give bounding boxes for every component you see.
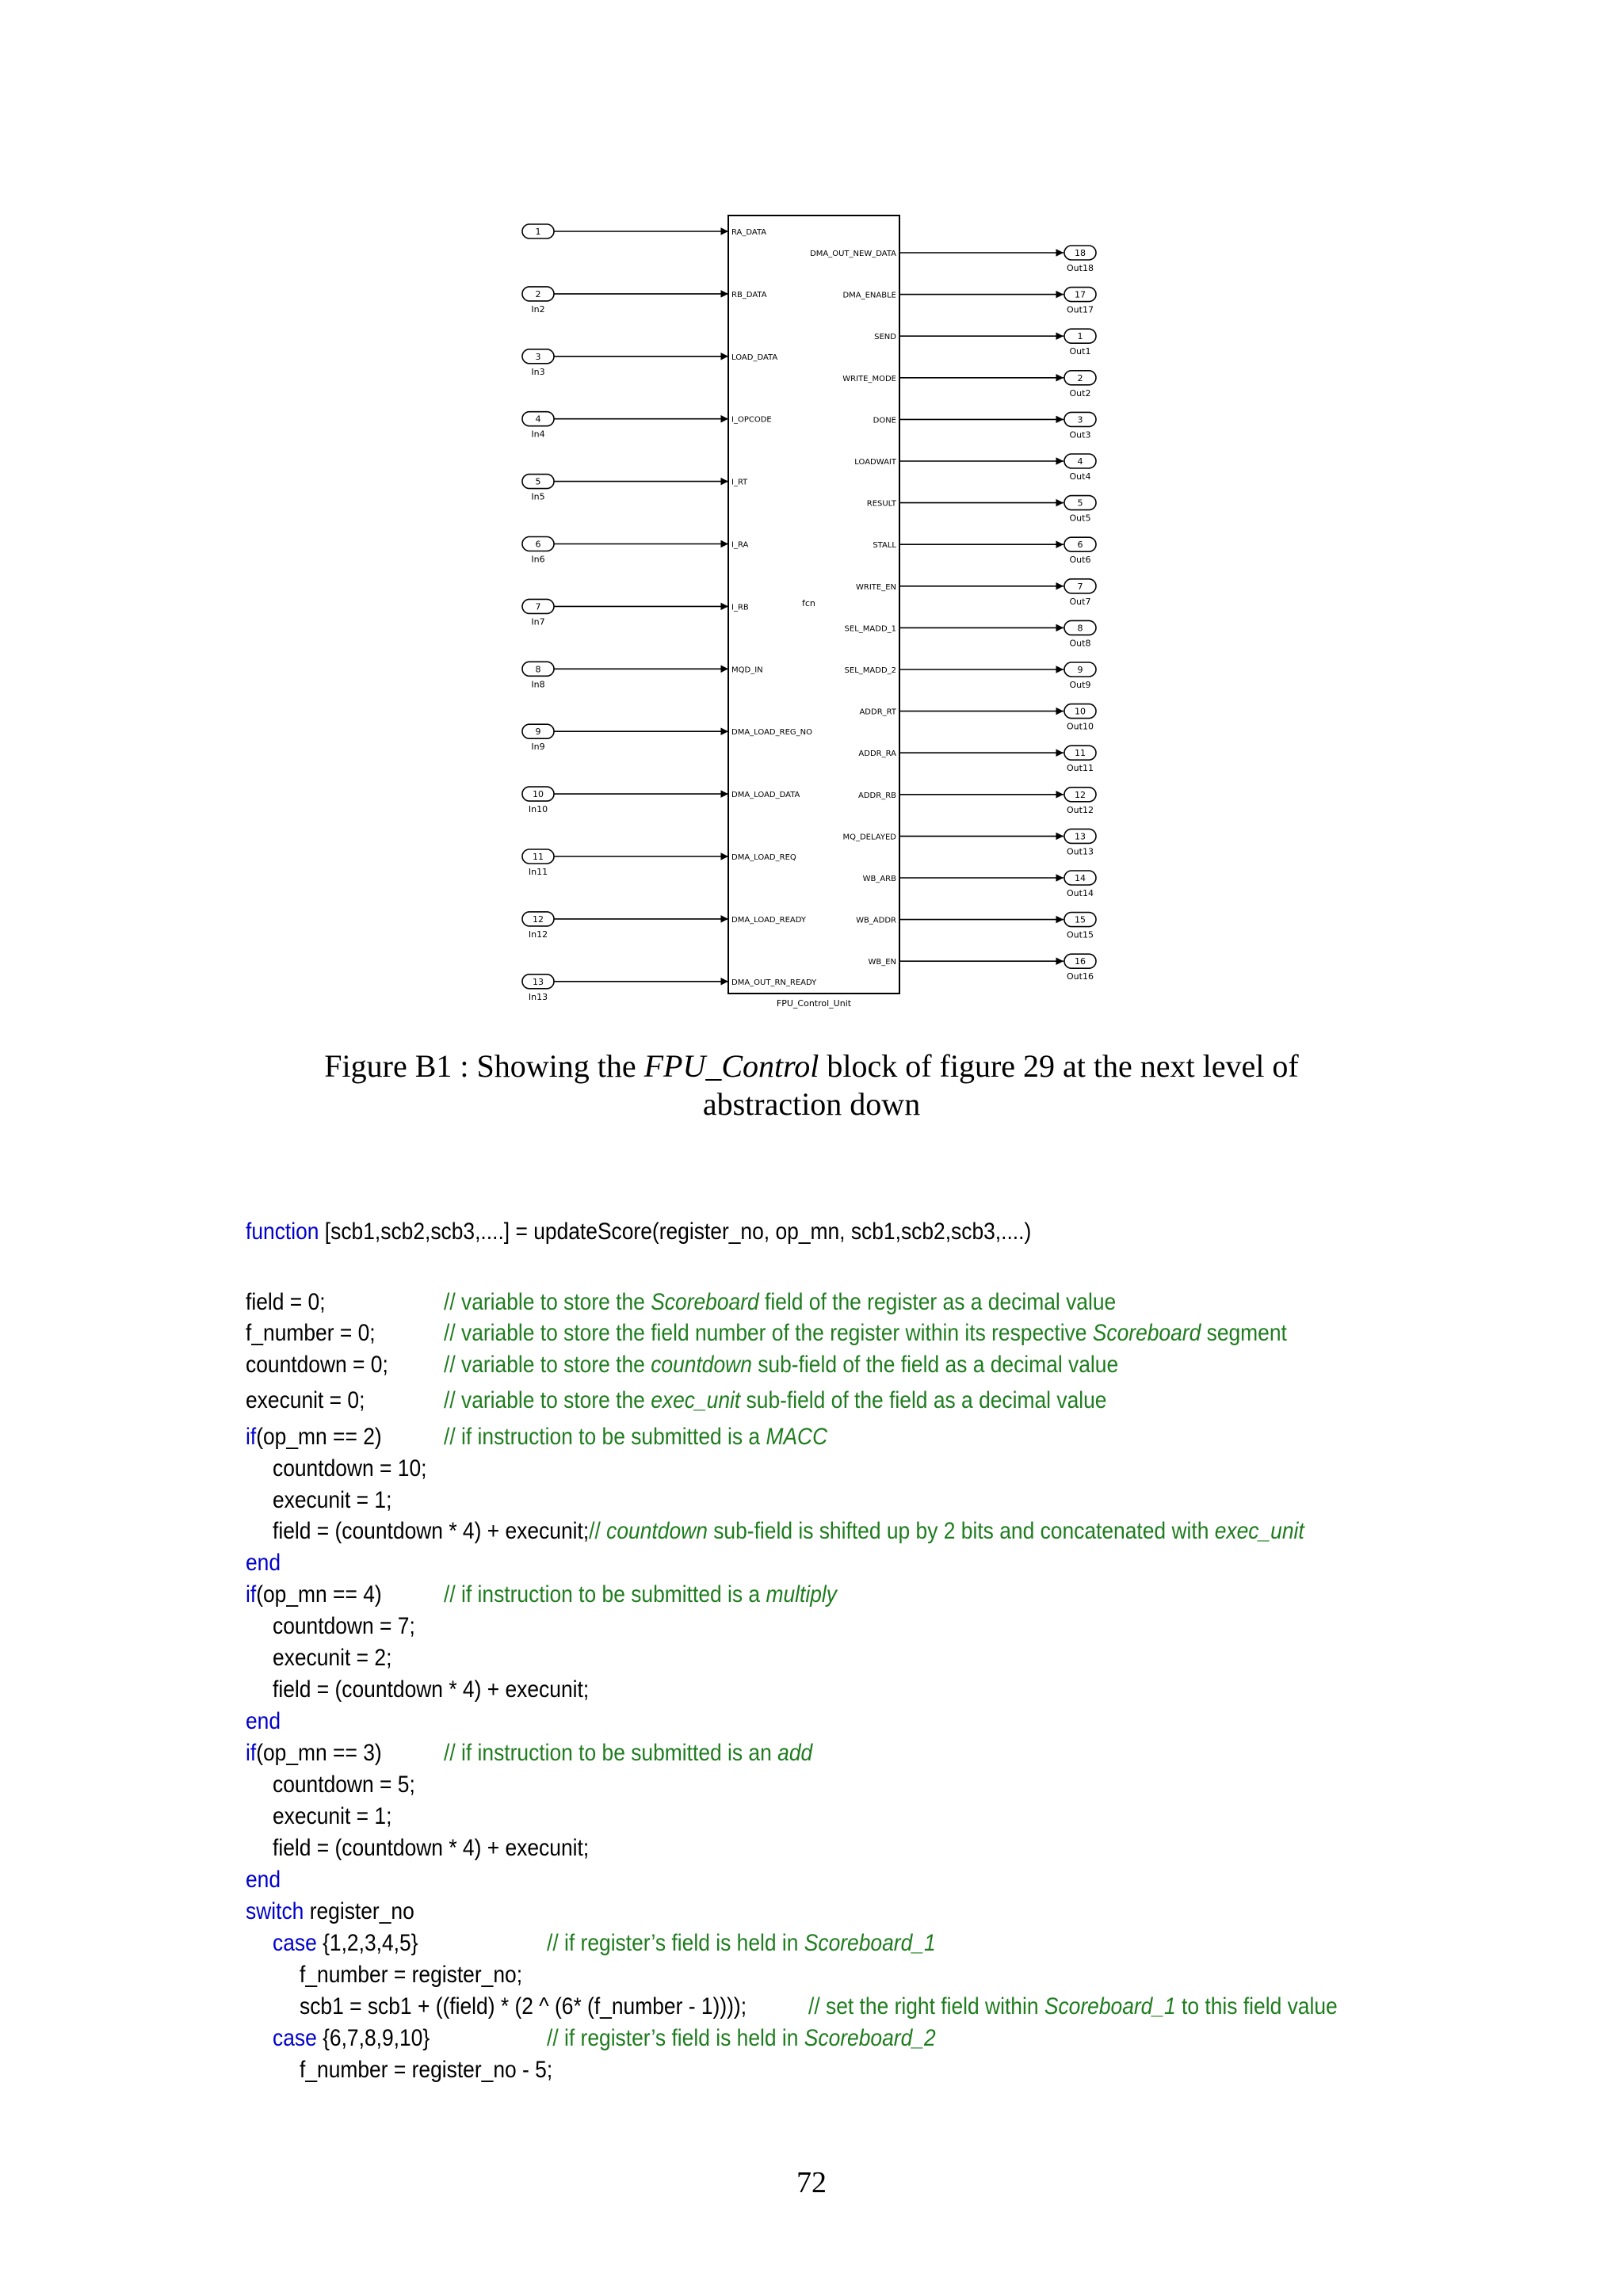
outport-port-label: STALL (873, 541, 896, 551)
code-line (246, 1581, 382, 1608)
outport-port-label: WRITE_MODE (842, 374, 896, 383)
outport-port-label: DMA_ENABLE (842, 291, 896, 300)
inport-port-label: DMA_OUT_RN_READY (731, 978, 817, 987)
inport-number: 7 (535, 601, 541, 612)
code-comment (444, 1740, 812, 1767)
outport-port-label: ADDR_RB (858, 791, 896, 800)
inport-port-label: I_RT (731, 478, 748, 487)
code-text: countdown = 10; (272, 1455, 427, 1482)
outport-3[interactable] (873, 412, 1096, 440)
code-comment-text: // if register’s field is held in (546, 2025, 804, 2051)
outport-name: Out7 (1069, 596, 1091, 607)
code-comment-text: Scoreboard (651, 1289, 759, 1315)
outport-port-label: DONE (873, 416, 896, 425)
code-line (273, 1518, 1304, 1545)
outport-port-label: WB_ADDR (856, 916, 896, 925)
outport-port-label: ADDR_RT (859, 707, 896, 717)
outport-name: Out12 (1067, 804, 1094, 815)
code-line (273, 1487, 391, 1514)
caption-line-1 (0, 1047, 1623, 1085)
code-comment-text: exec_unit (651, 1387, 741, 1413)
code-text: register_no (304, 1898, 414, 1924)
outport-port-label: WRITE_EN (855, 582, 896, 592)
caption-italic: FPU_Control (643, 1048, 819, 1084)
outport-number: 4 (1077, 456, 1083, 467)
code-text: field = (countdown * 4) + execunit; (272, 1835, 590, 1861)
outport-port-label: SEL_MADD_2 (844, 666, 896, 675)
code-line (273, 1676, 589, 1703)
outport-number: 8 (1077, 623, 1083, 634)
code-comment (444, 1581, 837, 1608)
outport-name: Out6 (1069, 555, 1091, 566)
inport-port-label: DMA_LOAD_REQ (731, 853, 796, 862)
code-keyword: if (246, 1424, 257, 1450)
outport-port-label: SEND (874, 333, 896, 342)
outport-number: 14 (1075, 873, 1086, 883)
code-comment (444, 1424, 827, 1451)
outport-port-label: SEL_MADD_1 (844, 624, 896, 634)
code-text: f_number = 0; (246, 1320, 376, 1346)
code-line (273, 1455, 426, 1482)
code-comment-text: sub-field of the field as a decimal value (740, 1387, 1107, 1413)
code-line (273, 1772, 415, 1798)
code-line (246, 1740, 382, 1767)
code-comment-text: // variable to store the (443, 1387, 651, 1413)
caption-line-2: abstraction down (702, 1086, 921, 1122)
inport-number: 12 (533, 913, 544, 925)
code-keyword: end (246, 1708, 281, 1734)
inport-name: In6 (531, 554, 545, 565)
code-comment (808, 1993, 1338, 2020)
outport-name: Out4 (1069, 471, 1091, 482)
code-line (246, 1320, 376, 1347)
code-keyword: if (246, 1581, 257, 1608)
code-text: execunit = 2; (272, 1645, 392, 1671)
outport-1[interactable] (874, 329, 1096, 357)
code-line (300, 1962, 522, 1989)
code-comment-text: multiply (766, 1581, 837, 1608)
code-keyword: if (246, 1740, 257, 1766)
code-text: countdown = 0; (246, 1352, 388, 1378)
outport-6[interactable] (873, 537, 1096, 565)
code-text: field = (countdown * 4) + execunit; (272, 1676, 590, 1703)
outport-port-label: LOADWAIT (854, 458, 896, 467)
code-text: f_number = register_no; (299, 1962, 523, 1988)
inport-number: 3 (535, 351, 541, 362)
outport-port-label: RESULT (866, 499, 896, 509)
outport-number: 3 (1077, 414, 1083, 425)
code-text: execunit = 0; (246, 1387, 365, 1413)
inport-name: In5 (531, 491, 545, 502)
code-keyword: function (246, 1219, 319, 1245)
inport-name: In3 (531, 366, 545, 377)
inport-port-label: I_OPCODE (731, 415, 772, 425)
outport-port-label: WB_ARB (862, 875, 896, 883)
outport-number: 12 (1075, 789, 1086, 800)
code-comment (547, 2025, 936, 2052)
inport-number: 4 (535, 414, 541, 425)
inport-port-label: I_RB (731, 603, 749, 612)
inport-name: In10 (528, 804, 548, 815)
code-line (246, 1352, 388, 1379)
outport-name: Out10 (1067, 721, 1094, 732)
code-comment (444, 1289, 1116, 1316)
outport-number: 9 (1077, 665, 1083, 675)
outport-name: Out9 (1069, 680, 1091, 690)
code-comment-text: // (589, 1518, 607, 1544)
code-line (300, 1993, 747, 2020)
inport-6[interactable] (522, 537, 748, 565)
outport-number: 11 (1075, 748, 1086, 759)
code-line (273, 1930, 418, 1957)
outport-name: Out2 (1069, 387, 1091, 399)
inport-port-label: DMA_LOAD_READY (731, 915, 806, 925)
code-comment-text: // variable to store the (443, 1289, 651, 1315)
outport-name: Out15 (1067, 929, 1094, 940)
block-name-label: FPU_Control_Unit (776, 998, 852, 1009)
inport-name: In4 (531, 429, 545, 440)
outport-name: Out5 (1069, 513, 1091, 524)
simulink-diagram (0, 0, 1623, 1030)
code-line (246, 1289, 326, 1316)
outport-port-label: DMA_OUT_NEW_DATA (810, 250, 896, 258)
code-line (273, 1645, 391, 1672)
inport-number: 6 (535, 539, 541, 550)
code-comment-text: countdown (606, 1518, 708, 1544)
code-comment-text: Scoreboard_2 (804, 2025, 936, 2051)
inport-5[interactable] (522, 475, 748, 502)
code-line (300, 2057, 552, 2084)
outport-number: 7 (1077, 581, 1083, 592)
outport-name: Out13 (1067, 846, 1094, 857)
code-comment-text: // variable to store the field number of the register within its respective (443, 1320, 1093, 1346)
inport-name: In2 (531, 303, 545, 315)
code-comment-text: // if instruction to be submitted is a (443, 1581, 766, 1608)
inport-name: In8 (531, 679, 545, 690)
code-comment-text: // set the right field within (808, 1993, 1044, 2019)
code-comment-text: Scoreboard_1 (804, 1930, 936, 1956)
outport-number: 6 (1077, 540, 1083, 551)
inport-port-label: DMA_LOAD_REG_NO (731, 728, 812, 738)
figure-caption (0, 1047, 1623, 1123)
code-comment-text: countdown (651, 1352, 752, 1378)
code-comment (444, 1352, 1118, 1379)
outport-number: 13 (1075, 831, 1086, 842)
code-text: (op_mn == 4) (256, 1581, 382, 1608)
outport-name: Out1 (1069, 346, 1091, 357)
outport-name: Out8 (1069, 638, 1091, 649)
code-comment-text: MACC (766, 1424, 828, 1450)
outport-name: Out17 (1067, 304, 1094, 315)
code-line (246, 1424, 382, 1451)
code-line (273, 2025, 430, 2052)
inport-name: In7 (531, 616, 545, 627)
inport-8[interactable] (522, 662, 763, 689)
code-comment-text: sub-field is shifted up by 2 bits and concatenated with (707, 1518, 1215, 1544)
fcn-label: fcn (802, 598, 815, 608)
inport-number: 2 (535, 288, 541, 299)
code-comment (547, 1930, 936, 1957)
outport-port-label: ADDR_RA (858, 749, 896, 759)
code-line (273, 1803, 391, 1830)
code-keyword: end (246, 1550, 281, 1576)
inport-number: 13 (533, 976, 544, 987)
inport-port-label: RB_DATA (731, 290, 767, 299)
code-comment-text: // variable to store the (443, 1352, 651, 1378)
inport-number: 10 (533, 789, 544, 800)
code-comment-text: add (777, 1740, 813, 1766)
code-keyword: switch (246, 1898, 304, 1924)
code-keyword: end (246, 1867, 281, 1893)
code-text: countdown = 5; (272, 1772, 415, 1798)
code-text: execunit = 1; (272, 1487, 392, 1513)
inport-number: 9 (535, 727, 541, 738)
outport-number: 5 (1077, 498, 1083, 509)
code-text: field = 0; (246, 1289, 326, 1315)
outport-5[interactable] (867, 496, 1096, 524)
code-keyword: case (272, 1930, 317, 1956)
outport-number: 10 (1075, 706, 1086, 717)
code-text: countdown = 7; (272, 1613, 415, 1639)
code-comment-text: to this field value (1175, 1993, 1338, 2019)
inport-port-label: MQD_IN (731, 666, 763, 675)
code-line (246, 1898, 414, 1925)
code-line (246, 1708, 281, 1735)
outport-number: 2 (1077, 372, 1083, 383)
outport-number: 16 (1075, 956, 1086, 967)
inport-port-label: RA_DATA (731, 228, 767, 237)
caption-suffix: block of figure 29 at the next level of (819, 1048, 1299, 1084)
code-line (246, 1219, 1031, 1245)
page-number: 72 (796, 2166, 827, 2199)
code-comment-text: // if instruction to be submitted is an (443, 1740, 778, 1766)
code-text: (op_mn == 2) (256, 1424, 382, 1450)
outport-port-label: WB_EN (868, 958, 896, 967)
code-comment-text: Scoreboard_1 (1044, 1993, 1176, 2019)
inport-name: In13 (528, 991, 548, 1002)
code-comment-text: // if register’s field is held in (546, 1930, 804, 1956)
outport-16[interactable] (868, 954, 1096, 982)
code-comment (444, 1320, 1287, 1347)
outport-number: 1 (1077, 331, 1083, 342)
outport-number: 15 (1075, 914, 1086, 925)
code-line (246, 1867, 281, 1894)
caption-prefix: Figure B1 : Showing the (324, 1048, 644, 1084)
inport-port-label: I_RA (731, 540, 749, 550)
outport-name: Out3 (1069, 429, 1091, 441)
inport-name: In9 (531, 742, 545, 753)
inport-name: In11 (528, 867, 548, 877)
outport-port-label: MQ_DELAYED (842, 833, 896, 842)
outport-number: 17 (1075, 289, 1086, 300)
outport-name: Out16 (1067, 971, 1094, 982)
code-comment (444, 1387, 1106, 1414)
code-text: scb1 = scb1 + ((field) * (2 ^ (6* (f_number - 1)))); (299, 1993, 747, 2019)
inport-port-label: LOAD_DATA (731, 353, 778, 362)
code-text: {6,7,8,9,10} (316, 2025, 430, 2051)
code-text: {1,2,3,4,5} (316, 1930, 418, 1956)
code-text: f_number = register_no - 5; (299, 2057, 553, 2083)
inport-number: 8 (535, 664, 541, 675)
inport-port-label: DMA_LOAD_DATA (731, 791, 800, 800)
code-text: execunit = 1; (272, 1803, 392, 1829)
code-text: [scb1,scb2,scb3,....] = updateScore(register_no, op_mn, scb1,scb2,scb3,....) (319, 1219, 1032, 1245)
code-comment-text: sub-field of the field as a decimal value (751, 1352, 1119, 1378)
code-comment-text: // if instruction to be submitted is a (443, 1424, 766, 1450)
inport-number: 11 (533, 852, 544, 862)
code-line (273, 1835, 589, 1862)
code-line (246, 1550, 281, 1577)
outport-name: Out18 (1067, 263, 1094, 273)
inport-7[interactable] (522, 599, 749, 627)
code-keyword: case (272, 2025, 317, 2051)
code-line (246, 1387, 365, 1414)
outport-name: Out11 (1067, 763, 1094, 774)
outport-number: 18 (1075, 248, 1086, 258)
code-comment-text: segment (1201, 1320, 1287, 1346)
code-text: (op_mn == 3) (256, 1740, 382, 1766)
code-line (273, 1613, 415, 1640)
code-comment-text: Scoreboard (1092, 1320, 1201, 1346)
inport-number: 1 (535, 227, 541, 237)
code-comment-text: exec_unit (1214, 1518, 1304, 1544)
code-text: field = (countdown * 4) + execunit; (272, 1518, 590, 1544)
inport-number: 5 (535, 476, 541, 487)
outport-name: Out14 (1067, 888, 1094, 898)
inport-name: In12 (528, 929, 548, 940)
code-comment-text: field of the register as a decimal value (758, 1289, 1117, 1315)
